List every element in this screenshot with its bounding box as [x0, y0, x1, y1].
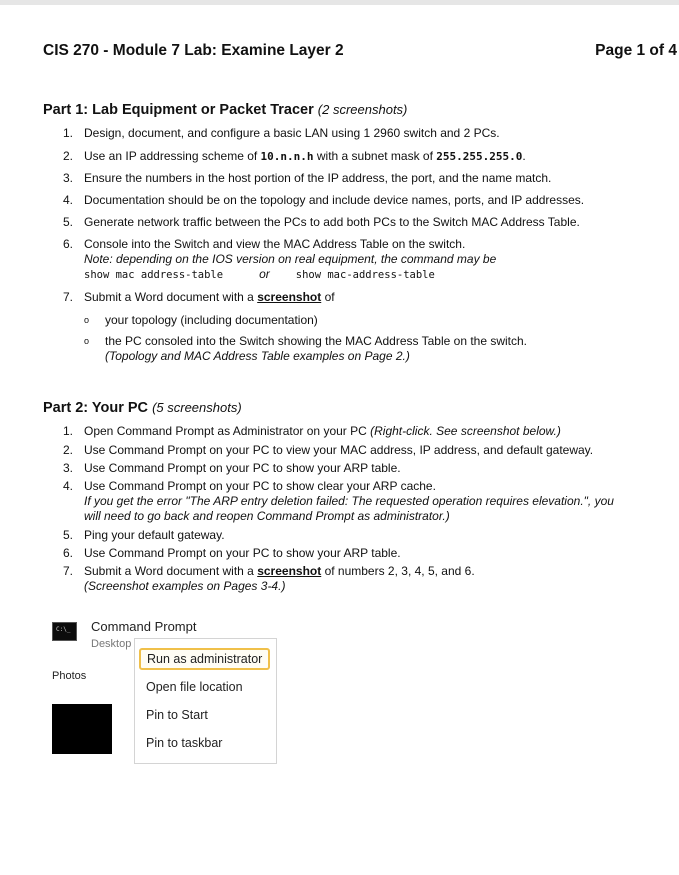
item-text: Use Command Prompt on your PC to show your ARP table.	[84, 546, 401, 560]
item-number: 2.	[63, 149, 74, 163]
bullet-text: your topology (including documentation)	[105, 313, 318, 327]
ios-note: Note: depending on the IOS version on real equipment, the command may be	[84, 252, 497, 266]
page-header	[43, 42, 679, 60]
item-number: 4.	[63, 193, 74, 207]
item-text: Generate network traffic between the PCs to add both PCs to the Switch MAC Address Table.	[84, 215, 580, 229]
item-text: .	[522, 149, 526, 163]
item-text: Use an IP addressing scheme of	[84, 149, 261, 163]
screenshot-emphasis: screenshot	[257, 290, 322, 304]
item-number: 6.	[63, 546, 74, 560]
part1-item-6	[63, 237, 496, 283]
item-text: of	[321, 290, 335, 304]
part2-item-3	[63, 461, 401, 476]
item-text: Use Command Prompt on your PC to show clear your ARP cache.	[84, 479, 436, 493]
item-text: Ping your default gateway.	[84, 528, 225, 542]
part2-item-6	[63, 546, 401, 561]
part1-item-3	[63, 171, 551, 186]
part1-title-text: Part 1: Lab Equipment or Packet Tracer	[43, 102, 314, 118]
item-number: 1.	[63, 424, 74, 438]
part1-item-1	[63, 126, 500, 141]
item-number: 3.	[63, 461, 74, 475]
or-word: or	[259, 267, 270, 281]
screenshot-emphasis: screenshot	[257, 564, 322, 578]
page-number: Page 1 of 4	[595, 42, 677, 59]
command-2: show mac-address-table	[295, 269, 435, 281]
part1-note: (2 screenshots)	[317, 102, 408, 117]
menu-item-open-file-location[interactable]: Open file location	[146, 680, 243, 694]
item-text: Submit a Word document with a	[84, 564, 258, 578]
elevation-note-1: If you get the error "The ARP entry deletion failed: The requested operation requires elevation.", you	[84, 494, 614, 508]
part2-title-text: Part 2: Your PC	[43, 400, 149, 416]
part1-title	[43, 102, 407, 118]
command-1: show mac address-table	[84, 269, 224, 281]
item-text: Use Command Prompt on your PC to view your MAC address, IP address, and default gateway.	[84, 443, 594, 457]
bullet-text: the PC consoled into the Switch showing the MAC Address Table on the switch.	[105, 334, 528, 348]
item-text: Use Command Prompt on your PC to show your ARP table.	[84, 461, 401, 475]
part1-item-4	[63, 193, 584, 208]
screenshot-examples-note: (Screenshot examples on Pages 3-4.)	[84, 579, 286, 593]
item-number: 5.	[63, 215, 74, 229]
command-line	[63, 267, 496, 283]
part2-item-5	[63, 528, 225, 543]
menu-item-run-as-administrator[interactable]: Run as administrator	[139, 648, 270, 670]
menu-item-pin-to-start[interactable]: Pin to Start	[146, 708, 208, 722]
part2-title	[43, 400, 242, 416]
part2-note: (5 screenshots)	[152, 400, 242, 415]
part1-item-2	[63, 149, 526, 164]
item-number: 6.	[63, 237, 74, 251]
part1-bullet-1	[84, 313, 318, 328]
part2-item-2	[63, 443, 593, 458]
subnet-mask-code: 255.255.255.0	[436, 150, 523, 163]
elevation-note-2: will need to go back and reopen Command Prompt as administrator.)	[84, 509, 450, 523]
command-prompt-title: Command Prompt	[91, 619, 197, 634]
item-text: Ensure the numbers in the host portion of the IP address, the port, and the name match.	[84, 171, 552, 185]
part1-item-5	[63, 215, 580, 230]
item-text: Submit a Word document with a	[84, 290, 258, 304]
item-number: 4.	[63, 479, 74, 493]
item-number: 2.	[63, 443, 74, 457]
bullet-icon: o	[84, 315, 90, 325]
item-italic-note: (Right-click. See screenshot below.)	[370, 424, 561, 438]
item-number: 1.	[63, 126, 74, 140]
item-number: 7.	[63, 290, 74, 304]
item-text: with a subnet mask of	[313, 149, 437, 163]
document-title: CIS 270 - Module 7 Lab: Examine Layer 2	[43, 42, 344, 59]
bullet-subnote: (Topology and MAC Address Table examples on Page 2.)	[105, 349, 410, 363]
command-prompt-icon	[52, 622, 77, 641]
part2-item-7	[63, 564, 475, 594]
top-bar	[0, 0, 679, 5]
item-number: 5.	[63, 528, 74, 542]
item-text: Open Command Prompt as Administrator on your PC	[84, 424, 371, 438]
item-number: 3.	[63, 171, 74, 185]
ip-scheme-code: 10.n.n.h	[260, 150, 314, 163]
command-prompt-icon-text: C:\_	[56, 626, 71, 633]
command-prompt-subtitle: Desktop	[91, 638, 132, 650]
bullet-icon: o	[84, 336, 90, 346]
part1-bullet-2	[84, 334, 527, 364]
item-text: of numbers 2, 3, 4, 5, and 6.	[321, 564, 475, 578]
photos-thumbnail	[52, 704, 112, 754]
item-text: Documentation should be on the topology and include device names, ports, and IP addresses.	[84, 193, 585, 207]
photos-label: Photos	[52, 670, 87, 682]
part2-item-4	[63, 479, 614, 524]
context-menu	[134, 638, 277, 764]
menu-item-pin-to-taskbar[interactable]: Pin to taskbar	[146, 736, 223, 750]
item-text: Console into the Switch and view the MAC Address Table on the switch.	[84, 237, 466, 251]
part2-item-1	[63, 424, 561, 439]
part1-item-7	[63, 290, 335, 305]
item-number: 7.	[63, 564, 74, 578]
item-text: Design, document, and configure a basic LAN using 1 2960 switch and 2 PCs.	[84, 126, 500, 140]
